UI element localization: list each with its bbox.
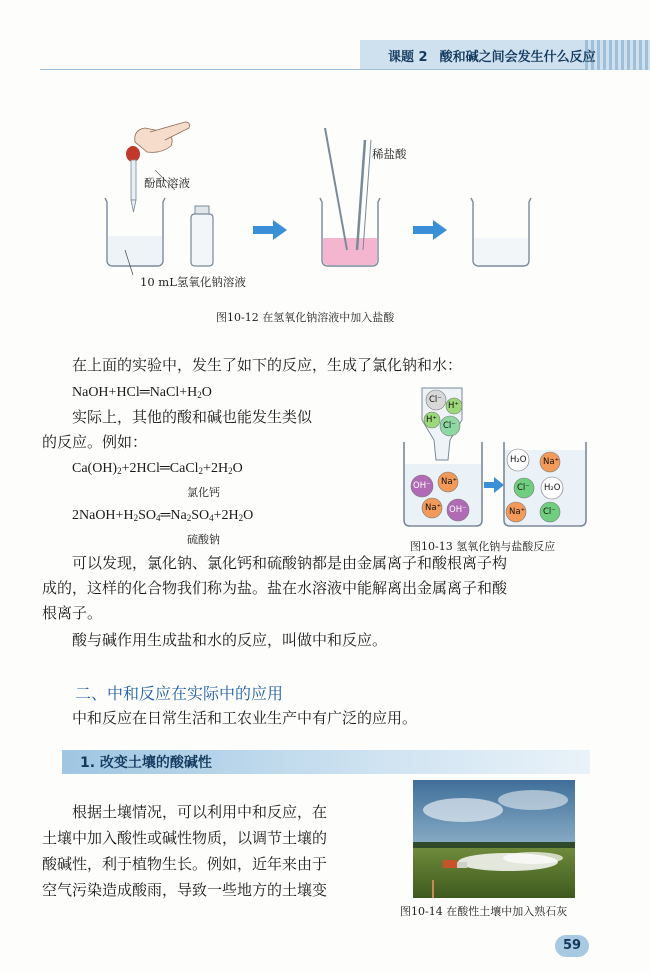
ion-label: Na⁺ bbox=[543, 457, 560, 467]
header-rule bbox=[40, 69, 585, 70]
definition-paragraph: 酸与碱作用生成盐和水的反应，叫做中和反应。 bbox=[72, 631, 388, 649]
ion-label: H⁺ bbox=[448, 401, 459, 411]
beaker-naoh bbox=[105, 198, 165, 266]
paragraph: 实际上，其他的酸和碱也能发生类似 bbox=[72, 408, 313, 426]
header-title bbox=[388, 46, 596, 65]
indicator-bottle bbox=[191, 206, 213, 266]
arrow-right-icon bbox=[253, 220, 287, 240]
paragraph: 可以发现，氯化钠、氯化钙和硫酸钠都是由金属离子和酸根离子构 bbox=[72, 554, 508, 572]
beaker-result bbox=[471, 198, 531, 266]
hand-with-dropper bbox=[126, 122, 190, 212]
equation-naoh-h2so4: $2NaOH+H_2SO_4═Na_2SO_4+2H_2O$ bbox=[72, 508, 254, 523]
paragraph: 根离子。 bbox=[42, 604, 103, 622]
paragraph: 根据土壤情况，可以利用中和反应，在 bbox=[72, 803, 328, 821]
ion-label: H⁺ bbox=[426, 415, 437, 425]
subsection-title: 1. 改变土壤的酸碱性 bbox=[80, 755, 212, 771]
note-calcium-chloride: 氯化钙 bbox=[187, 486, 220, 499]
arrow-right-icon bbox=[484, 477, 504, 493]
beaker-with-acid bbox=[320, 128, 380, 266]
note-sodium-sulfate: 硫酸钠 bbox=[187, 533, 220, 546]
figure-caption-10-13: 图10-13 氢氧化钠与盐酸反应 bbox=[410, 540, 556, 553]
figure-caption-10-14: 图10-14 在酸性土壤中加入熟石灰 bbox=[400, 905, 568, 918]
ion-label: Cl⁻ bbox=[543, 507, 556, 517]
label-indicator: 酚酞溶液 bbox=[144, 176, 190, 190]
paragraph: 土壤中加入酸性或碱性物质，以调节土壤的 bbox=[42, 829, 328, 847]
ion-label: H₂O bbox=[510, 455, 527, 465]
photo-lime-spreading bbox=[413, 780, 575, 898]
ion-label: OH⁻ bbox=[413, 481, 431, 491]
equation-naoh-hcl: $NaOH+HCl═NaCl+H_2O$ bbox=[72, 385, 212, 400]
arrow-right-icon bbox=[413, 220, 447, 240]
figure-10-12 bbox=[95, 110, 535, 290]
page-number: 59 bbox=[555, 935, 589, 957]
paragraph: 中和反应在日常生活和工农业生产中有广泛的应用。 bbox=[72, 709, 418, 727]
paragraph: 的反应。例如： bbox=[42, 433, 148, 451]
figure-caption-10-12: 图10-12 在氢氧化钠溶液中加入盐酸 bbox=[216, 311, 395, 324]
ion-label: Na⁺ bbox=[441, 477, 458, 487]
lesson-number: 课题 2 bbox=[388, 50, 428, 65]
paragraph: 酸碱性，利于植物生长。例如，近年来由于 bbox=[42, 855, 328, 873]
paragraph: 成的，这样的化合物我们称为盐。盐在水溶液中能解离出金属离子和酸 bbox=[42, 579, 508, 597]
paragraph: 空气污染造成酸雨，导致一些地方的土壤变 bbox=[42, 881, 328, 899]
label-acid: 稀盐酸 bbox=[372, 147, 407, 161]
equation-caoh2-hcl: $Ca(OH)_2+2HCl═CaCl_2+2H_2O$ bbox=[72, 461, 243, 476]
label-base: 10 mL氢氧化钠溶液 bbox=[140, 275, 246, 289]
paragraph: 在上面的实验中，发生了如下的反应，生成了氯化钠和水： bbox=[72, 356, 463, 374]
ion-label: Cl⁻ bbox=[429, 395, 442, 405]
ion-label: OH⁻ bbox=[449, 505, 467, 515]
ion-label: Cl⁻ bbox=[517, 483, 530, 493]
ion-label: Na⁺ bbox=[425, 503, 442, 513]
ion-label: Na⁺ bbox=[509, 507, 526, 517]
ion-label: Cl⁻ bbox=[443, 421, 456, 431]
section-title: 二、中和反应在实际中的应用 bbox=[75, 684, 284, 703]
ion-label: H₂O bbox=[544, 483, 561, 493]
lesson-title: 酸和碱之间会发生什么反应 bbox=[439, 50, 596, 65]
